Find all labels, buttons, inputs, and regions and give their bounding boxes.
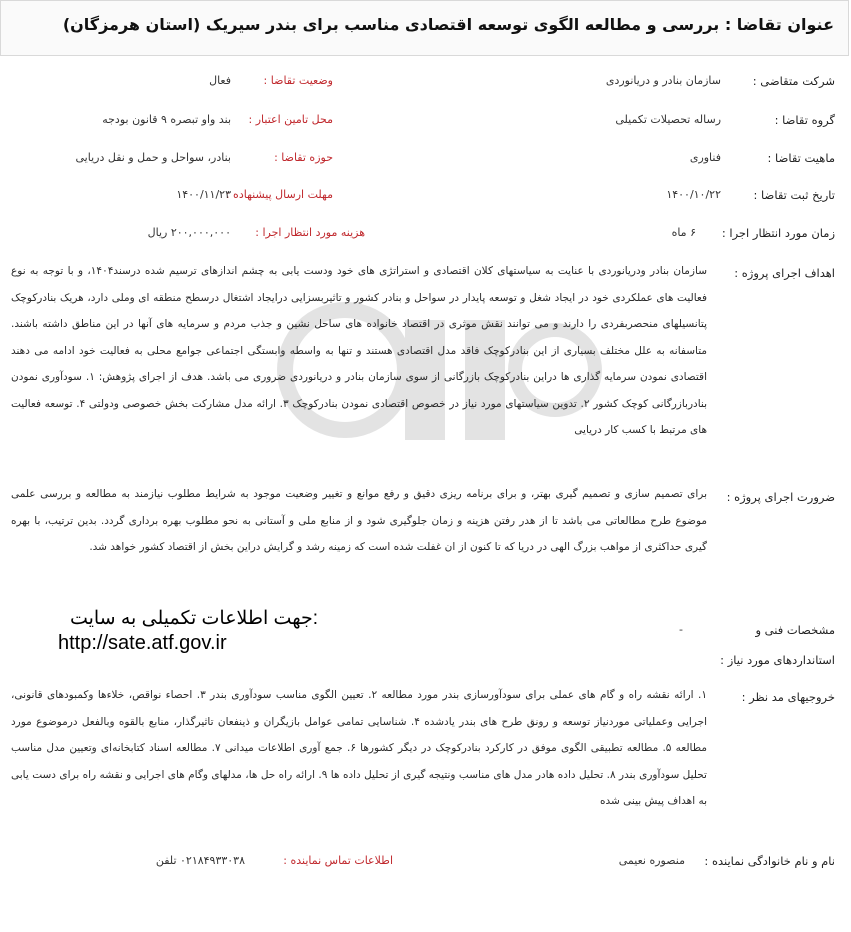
representative-value: منصوره نعیمی <box>618 854 685 867</box>
outputs-label: خروجیهای مد نظر : <box>741 690 835 704</box>
duration-label: زمان مورد انتظار اجرا : <box>721 226 835 240</box>
representative-label: نام و نام خانوادگی نماینده : <box>704 854 835 868</box>
goals-label: اهداف اجرای پروژه : <box>734 266 835 280</box>
status-value: فعال <box>209 74 231 87</box>
cost-label: هزینه مورد انتظار اجرا : <box>255 226 365 239</box>
goals-text: سازمان بنادر ودریانوردی با عنایت به سیاستهای کلان اقتصادی و استراتژی های خود ودست یابی به چشم اندازهای ترسیم شده درسند۱۴۰۴، و با توجه به نوع فعالیت های عملکردی خود در ایجاد شغل و توسعه پایدار در سواحل و بنادر کشور و تاثیربسزایی درایجاد اشتغال درسطح منطقه ای وملی دارد، هریک بنادرکوچک پتانسیلهای منحصربفردی را دارند و می توانند نقش موثری در اقتصاد خانواده های ساحل نشین و جذب مردم و سرمایه های آنها در این مناطق داشته باشند. متاسفانه به علل مختلف بسیاری از این بنادرکوچک فاقد مدل اقتصادی هستند و تنها به واسطه وابستگی اجتماعی جوامع محلی به فعالیت خود ادامه می دهند اقتصادی نمودن سرمایه گذاری ها دراین بنادرکوچک بازرگانی از سوی سازمان بنادر و دریانوردی ضروری می باشد. هدف از اجرای پژوهش: ۱. سودآوری نمودن بنادربازرگانی کوچک کشور ۲. تدوین سیاستهای مورد نیاز در خصوص اقتصادی نمودن بنادرکوچک ۳. ارائه مدل مشارکت بخش خصوصی ودولتی ۴. توسعه فعالیت های مرتبط با کسب کار دریایی <box>11 265 707 436</box>
reg-date-label: تاریخ ثبت تقاضا : <box>753 188 835 202</box>
more-info-text: جهت اطلاعات تکمیلی به سایت: <box>69 608 318 629</box>
nature-value: فناوری <box>689 151 721 164</box>
funding-label: محل تامین اعتبار : <box>248 113 333 126</box>
domain-value: بنادر، سواحل و حمل و نقل دریایی <box>75 151 231 164</box>
cost-value: ۲۰۰,۰۰۰,۰۰۰ ریال <box>147 226 231 239</box>
company-field <box>753 74 835 88</box>
duration-value: ۶ ماه <box>671 226 696 239</box>
necessity-text: برای تصمیم سازی و تصمیم گیری بهتر، و برای برنامه ریزی دقیق و رفع موانع و تغییر وضعیت موجود به شرایط مطلوب نیازمند به مطالعه و بررسی علمی موضوع طرح مطالعاتی می باشد تا از هدر رفتن هزینه و زمان جلوگیری شود و از منابع ملی و آستانی به نحو مطلوب بهره برداری گردد. بدین ترتیب، با بهره گیری حداکثری از مواهب بزرگ الهی در دریا که تا کنون از ان غفلت شده است که زمینه رشد و گرایش دراین بخش از اقتصاد کشور خواهد شد. <box>11 488 707 553</box>
title-bar <box>0 0 849 56</box>
domain-label: حوزه تقاضا : <box>274 151 333 164</box>
group-value: رساله تحصیلات تکمیلی <box>615 113 721 126</box>
outputs-text: ۱. ارائه نقشه راه و گام های عملی برای سودآورسازی بندر مورد مطالعه ۲. تعیین الگوی مناسب سودآوری بندر ۳. احصاء نواقص، خلاء‌ها وکمبودهای قانونی، اجرایی وعملیاتی موردنیاز توسعه و رونق طرح های بندر یادشده ۴. شناسایی تمامی عوامل بازیگران و ذینفعان تاثیرگذار، منابع بالقوه وبالفعل درموضوع مورد مطالعه ۵. مطالعه تطبیقی الگوی موفق در کارکرد بنادرکوچک در دیگر کشورها ۶. جمع آوری اطلاعات میدانی ۷. مطالعه اسناد کتابخانه‌ای وتعیین مدل مناسب تحلیل سودآوری بندر ۸. تحلیل داده هادر مدل های مناسب ونتیجه گیری از تحلیل داده ها ۹. ارائه راه حل ها، مدلهای وگام های اجرایی و نقشه راه برای دست یابی به اهداف پیش بینی شده <box>11 689 708 807</box>
status-label: وضعیت تقاضا : <box>263 74 333 87</box>
funding-value: بند واو تبصره ۹ قانون بودجه <box>102 113 231 126</box>
contact-label: اطلاعات تماس نماینده : <box>283 854 393 867</box>
specs-label-1: مشخصات فنی و <box>755 623 835 637</box>
deadline-value: ۱۴۰۰/۱۱/۲۳ <box>176 188 231 201</box>
specs-value: - <box>679 623 683 636</box>
more-info-url: http://sate.atf.gov.ir <box>58 632 227 654</box>
reg-date-value: ۱۴۰۰/۱۰/۲۲ <box>666 188 721 201</box>
necessity-label: ضرورت اجرای پروژه : <box>726 490 835 504</box>
company-label: شرکت متقاضی : <box>752 74 835 88</box>
specs-label-2: استانداردهای مورد نیاز : <box>720 653 835 667</box>
nature-label: ماهیت تقاضا : <box>767 151 835 165</box>
group-label: گروه تقاضا : <box>774 113 835 127</box>
deadline-label: مهلت ارسال پیشنهاده : <box>225 188 333 201</box>
company-value: سازمان بنادر و دریانوردی <box>605 74 721 87</box>
page-title: عنوان تقاضا : بررسی و مطالعه الگوی توسعه اقتصادی مناسب برای بندر سیریک (استان هرمزگان) <box>62 15 834 34</box>
contact-value: ۰۲۱۸۴۹۳۳۰۳۸ تلفن <box>155 854 245 867</box>
